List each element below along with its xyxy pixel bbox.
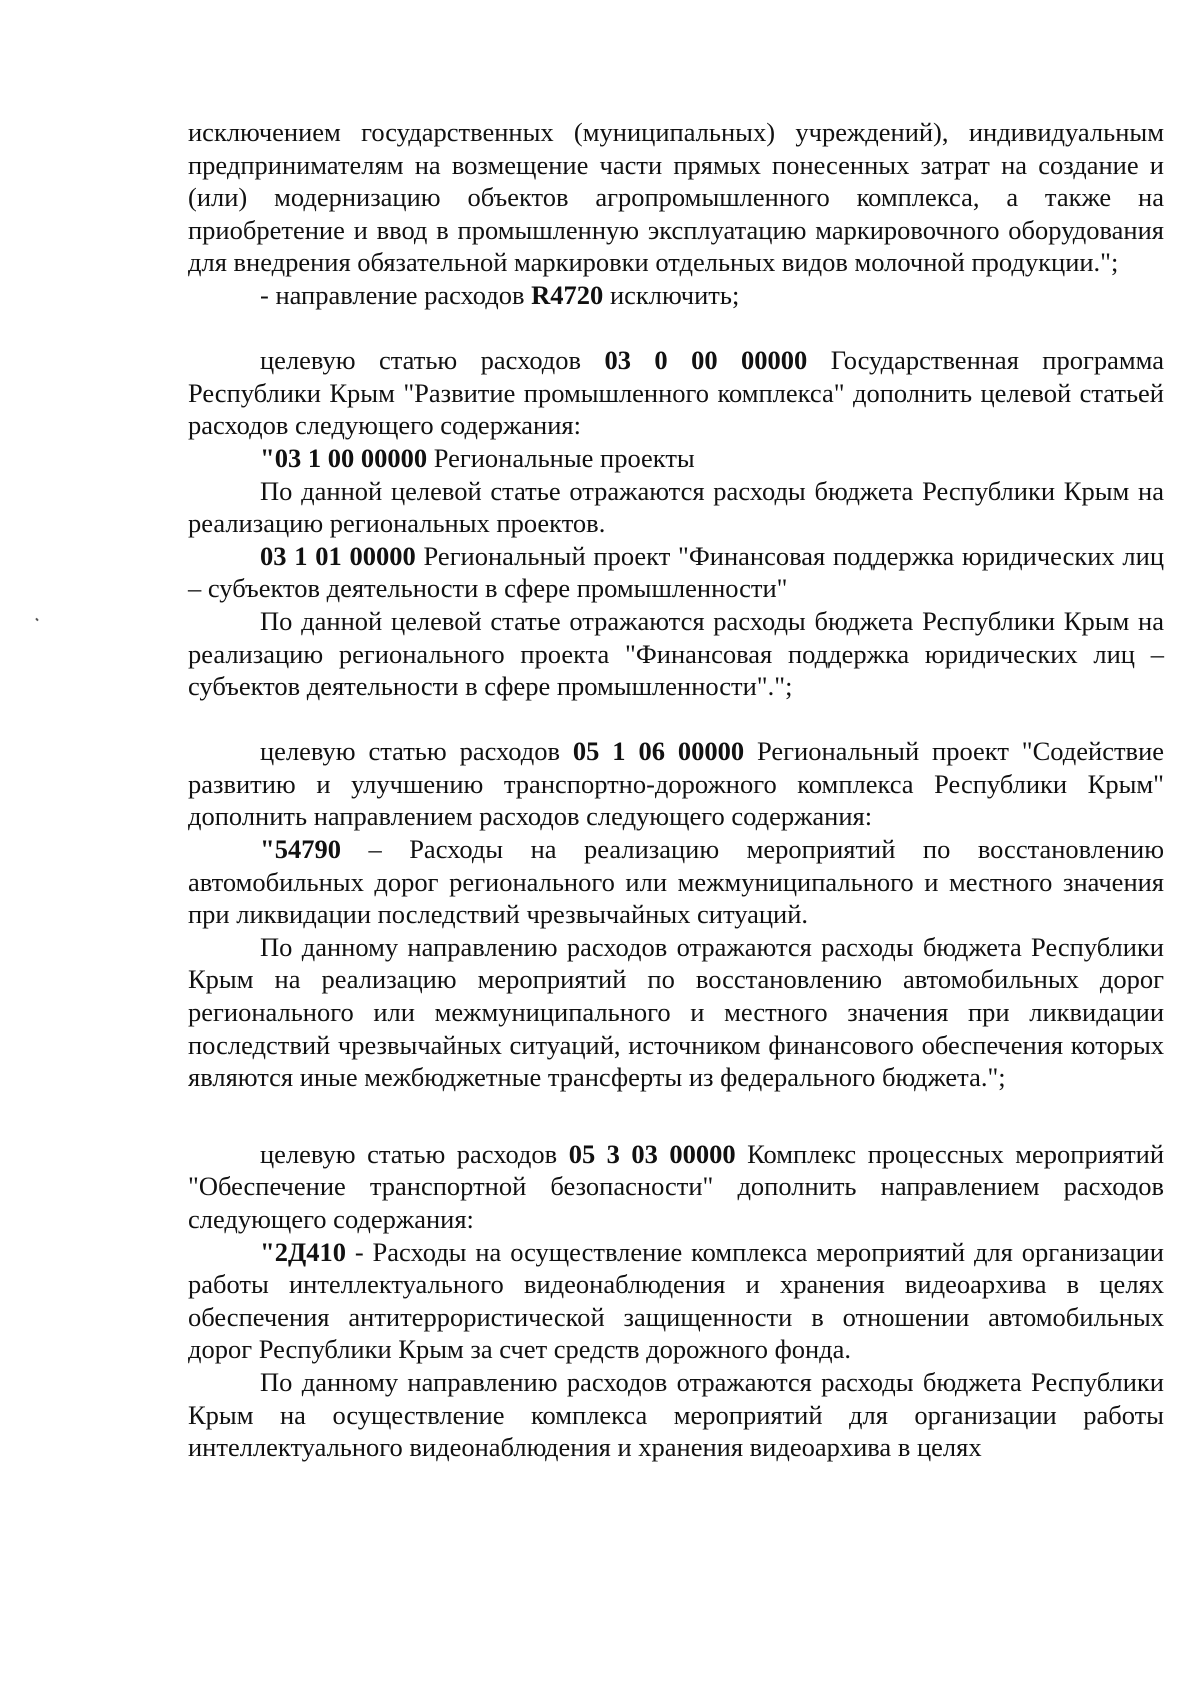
bold-code: "54790 xyxy=(260,834,341,865)
bold-code: 03 1 01 00000 xyxy=(260,540,416,571)
paragraph-10 xyxy=(188,931,1164,1094)
text-run: Региональные проекты xyxy=(427,442,695,473)
text-run: Региональный проект "Финансовая поддержка юридических лиц – субъектов деятельности в сфере промышленности" xyxy=(188,540,1164,604)
text-run: целевую статью расходов xyxy=(260,345,605,376)
bold-code: "03 1 00 00000 xyxy=(260,442,428,473)
paragraph-12 xyxy=(188,1236,1164,1366)
scan-artifact xyxy=(35,618,38,622)
paragraph-5 xyxy=(188,475,1164,540)
paragraph-3 xyxy=(188,344,1164,442)
paragraph-7 xyxy=(188,605,1164,703)
paragraph-6 xyxy=(188,540,1164,605)
text-run: исключением государственных (муниципальных) учреждений), индивидуальным предпринимателям на возмещение части прямых понесенных затрат на создание и (или) модернизацию объектов агропромышленного комплекса, а также на приобретение и ввод в промышленную эксплуатацию маркировочного оборудования для внедрения обязательной маркировки отдельных видов молочной продукции."; xyxy=(188,117,1164,278)
text-run: целевую статью расходов xyxy=(260,1138,569,1169)
text-run: – Расходы на реализацию мероприятий по восстановлению автомобильных дорог регионального или межмуниципального и местного значения при ликвидации последствий чрезвычайных ситуаций. xyxy=(188,834,1164,930)
paragraph-11 xyxy=(188,1138,1164,1236)
text-run: - Расходы на осуществление комплекса мероприятий для организации работы интеллектуального видеонаблюдения и хранения видеоархива в целях обеспечения антитеррористической защищенности в отношении автомобильных дорог Республики Крым за счет средств дорожного фонда. xyxy=(188,1236,1164,1365)
text-run: исключить; xyxy=(603,279,740,310)
document-page xyxy=(188,116,1164,1464)
text-run: Комплекс процессных мероприятий "Обеспечение транспортной безопасности" дополнить направлением расходов следующего содержания: xyxy=(188,1138,1165,1234)
bold-code: R4720 xyxy=(531,279,604,310)
text-run: По данной целевой статье отражаются расходы бюджета Республики Крым на реализацию региональных проектов. xyxy=(188,475,1164,539)
bold-code: 05 1 06 00000 xyxy=(572,736,745,767)
bold-code: "2Д410 xyxy=(260,1236,346,1267)
paragraph-9 xyxy=(188,833,1164,931)
text-run: По данному направлению расходов отражаются расходы бюджета Республики Крым на реализацию мероприятий по восстановлению автомобильных дорог регионального или межмуниципального и местного значения при ликвидации последствий чрезвычайных ситуаций, источником финансового обеспечения которых являются иные межбюджетные трансферты из федерального бюджета."; xyxy=(188,931,1164,1093)
paragraph-2 xyxy=(188,279,1164,312)
text-run: По данной целевой статье отражаются расходы бюджета Республики Крым на реализацию регионального проекта "Финансовая поддержка юридических лиц – субъектов деятельности в сфере промышленности"."; xyxy=(188,605,1164,702)
paragraph-4 xyxy=(188,442,1164,475)
text-run: целевую статью расходов xyxy=(260,736,573,767)
text-run: По данному направлению расходов отражаются расходы бюджета Республики Крым на осуществление комплекса мероприятий для организации работы интеллектуального видеонаблюдения и хранения видеоархива в целях xyxy=(188,1366,1164,1463)
paragraph-1 xyxy=(188,116,1164,279)
bold-code: 03 0 00 00000 xyxy=(604,345,808,376)
paragraph-13 xyxy=(188,1366,1164,1464)
bold-code: 05 3 03 00000 xyxy=(568,1138,736,1169)
text-run: - направление расходов xyxy=(260,279,532,310)
text-run: Региональный проект "Содействие развитию и улучшению транспортно-дорожного комплекса Республики Крым" дополнить направлением расходов следующего содержания: xyxy=(188,736,1165,832)
paragraph-8 xyxy=(188,735,1164,833)
text-run: Государственная программа Республики Крым "Развитие промышленного комплекса" дополнить целевой статьей расходов следующего содержания: xyxy=(188,345,1164,441)
